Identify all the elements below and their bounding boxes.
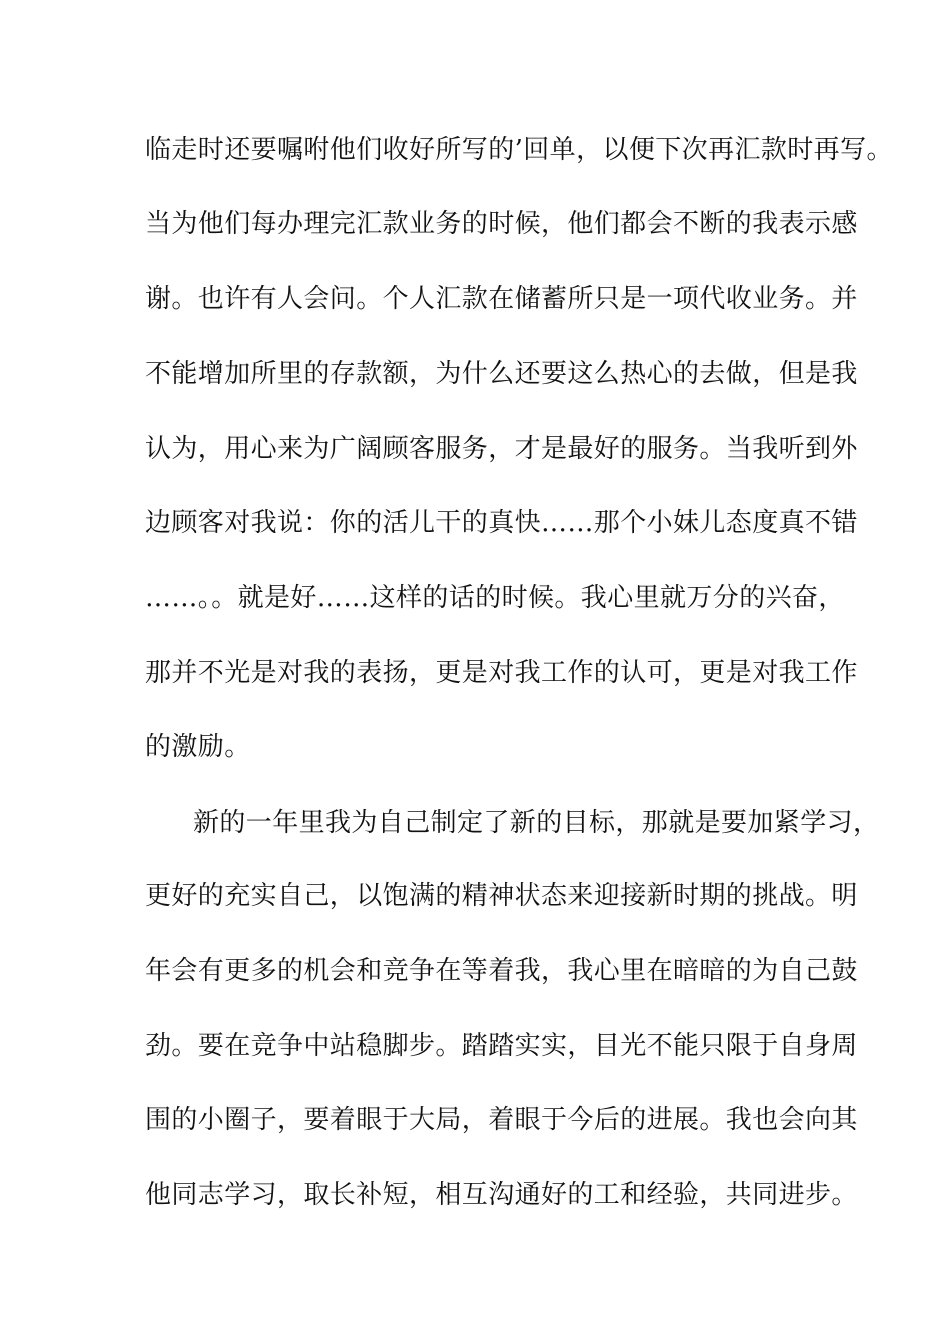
text-line: ……。。就是好……这样的话的时候。我心里就万分的兴奋，	[145, 583, 845, 613]
text-line: 围的小圈子，要着眼于大局，着眼于今后的进展。我也会向其	[145, 1105, 858, 1135]
text-line: 边顾客对我说：你的活儿干的真快……那个小妹儿态度真不错	[145, 508, 858, 538]
text-line: 他同志学习，取长补短，相互沟通好的工和经验，共同进步。	[145, 1180, 858, 1210]
text-line: 年会有更多的机会和竞争在等着我，我心里在暗暗的为自己鼓	[145, 956, 858, 986]
text-line: 的激励。	[145, 732, 251, 762]
text-line: 劲。要在竞争中站稳脚步。踏踏实实，目光不能只限于自身周	[145, 1031, 858, 1061]
text-line: 谢。也许有人会问。个人汇款在储蓄所只是一项代收业务。并	[145, 284, 858, 314]
text-line: 更好的充实自己，以饱满的精神状态来迎接新时期的挑战。明	[145, 881, 858, 911]
text-line: 当为他们每办理完汇款业务的时候，他们都会不断的我表示感	[145, 209, 858, 239]
text-line: 临走时还要嘱咐他们收好所写的’回单，以便下次再汇款时再写。	[145, 135, 893, 165]
text-line: 不能增加所里的存款额，为什么还要这么热心的去做，但是我	[145, 359, 858, 389]
paragraph-first-line: 新的一年里我为自己制定了新的目标，那就是要加紧学习，	[193, 808, 880, 838]
text-line: 认为，用心来为广阔顾客服务，才是最好的服务。当我听到外	[145, 434, 858, 464]
text-line: 那并不光是对我的表扬，更是对我工作的认可，更是对我工作	[145, 658, 858, 688]
